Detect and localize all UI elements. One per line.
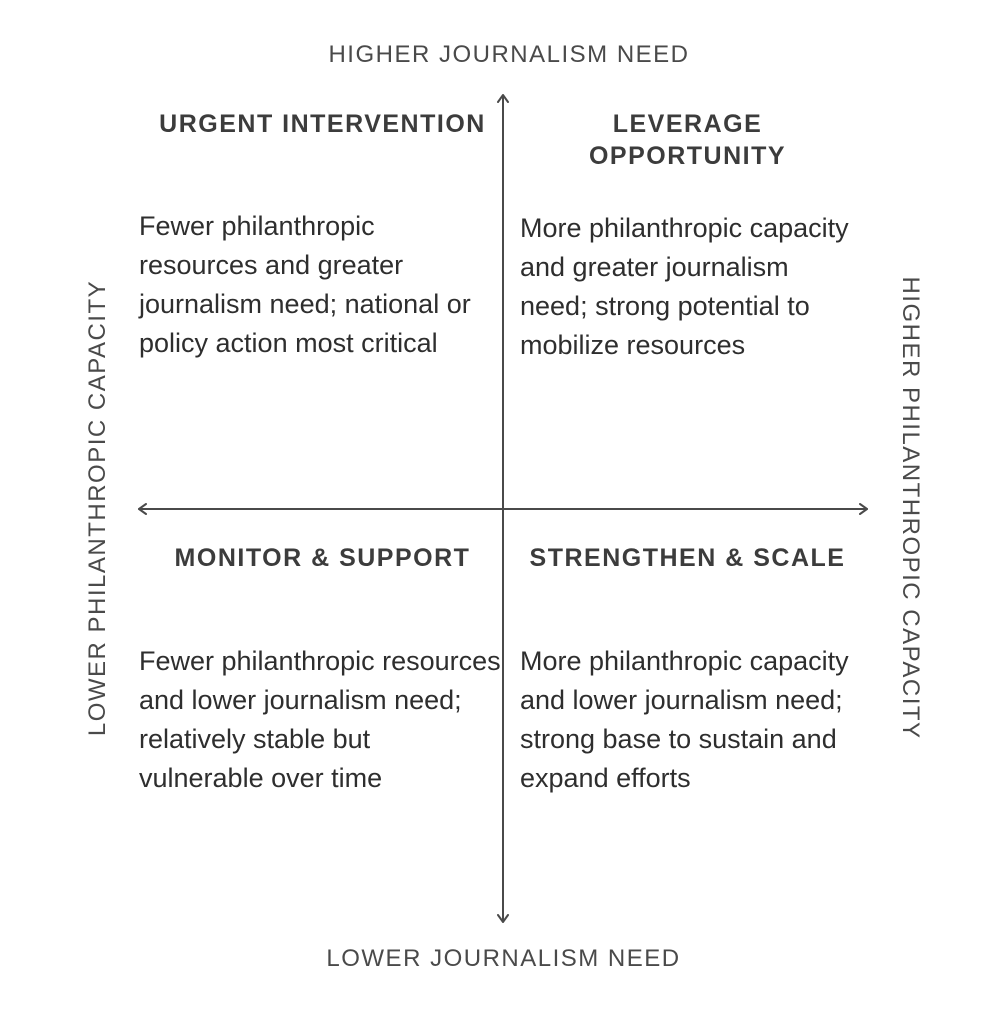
quadrant-description-strengthen-scale: More philanthropic capacity and lower journalism need; strong base to sustain and expand efforts [520, 646, 849, 793]
quadrant-description-urgent-intervention: Fewer philanthropic resources and greater journalism need; national or policy action most critical [139, 211, 471, 358]
axis-label-left: LOWER PHILANTHROPIC CAPACITY [84, 279, 111, 737]
axis-label-bottom: LOWER JOURNALISM NEED [326, 945, 681, 972]
quadrant-title-urgent-intervention: URGENT INTERVENTION [159, 110, 486, 138]
quadrant-description-monitor-support: Fewer philanthropic resources and lower journalism need; relatively stable but vulnerable over time [139, 646, 501, 793]
quadrant-title-strengthen-scale: STRENGTHEN & SCALE [529, 544, 846, 572]
quadrant-title-leverage-opportunity: LEVERAGE OPPORTUNITY [588, 110, 787, 170]
axis-label-right: HIGHER PHILANTHROPIC CAPACITY [897, 276, 924, 740]
quadrant-description-leverage-opportunity: More philanthropic capacity and greater journalism need; strong potential to mobilize resources [520, 213, 849, 360]
axis-label-top: HIGHER JOURNALISM NEED [328, 41, 690, 68]
quadrant-title-monitor-support: MONITOR & SUPPORT [174, 544, 471, 572]
